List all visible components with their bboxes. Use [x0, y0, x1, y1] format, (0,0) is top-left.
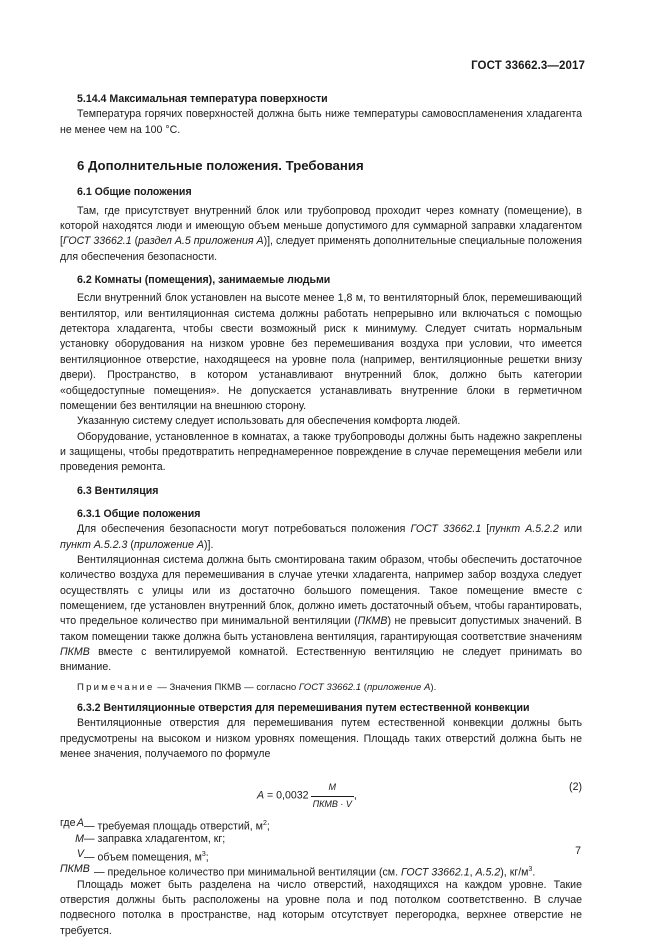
formula-legend: [60, 816, 582, 877]
formula-number: (2): [569, 781, 582, 794]
section-6-3-2-para-2: Площадь может быть разделена на число отверстий, находящихся на каждом уровне. Такие отверстия должны быть расположены на уровне пола и под потолком соответственно. В случае подвесного потолка в пространстве, над которым отсутствует перегородка, верхнее отверстие не требуется.: [60, 878, 582, 937]
legend-row: ПКМВ — предельное количество при минимальной вентиляции (см. ГОСТ 33662.1, А.5.2), $кг/м^3$.: [60, 863, 536, 879]
section-6-1-text: Там, где присутствует внутренний блок или трубопровод проходит через комнату (помещение), в которой находятся люди и имеющую объем меньше допустимого для суммарной заправки хладагентом [ГОСТ 33662.1 (раздел А.5 приложения А)], следует применять дополнительные специальные положения для обеспечения безопасности.: [60, 204, 582, 263]
formula-fraction: $\frac{M}{\text{ПКМВ · V}}$: [312, 782, 352, 809]
legend-row: V — объем помещения, $м^3$;: [76, 848, 209, 864]
document-code-header: ГОСТ 33662.3—2017: [471, 60, 585, 72]
section-6-2-heading: 6.2 Комнаты (помещения), занимаемые людьми: [77, 274, 331, 287]
note: Примечание — Значения ПКМВ — согласно ГОСТ 33662.1 (приложение А).: [77, 681, 437, 693]
section-5-14-4-heading: 5.14.4 Максимальная температура поверхности: [77, 93, 328, 105]
formula-2: [60, 770, 582, 810]
section-5-14-4-text: Температура горячих поверхностей должна быть ниже температуры самовоспламенения хладагента не менее чем на 100 °С.: [60, 108, 582, 136]
note-label: Примечание: [77, 681, 155, 693]
section-6-2-para-1: Если внутренний блок установлен на высоте менее 1,8 м, то вентиляторный блок, перемешивающий вентилятор, или вентиляционная система должны работать непрерывно или включаться с помощью детектора хладагента, чтобы свести возможный риск к минимуму. Следует считать нормальным установку оборудования на низком уровне без перемешивания воздуха при условии, что имеется вентиляционное отверстие, находящееся на уровне пола (например, вентиляционные решетки внизу двери). Пространство, в котором устанавливают внутренний блок, должно быть категории «общедоступные помещения». Не допускается устанавливать внутренние блоки в герметичном помещении без вентиляции на внешнюю сторону.: [60, 292, 582, 412]
legend-row: M — заправка хладагентом, кг;: [75, 832, 226, 845]
section-6-3-1-para-2: Вентиляционная система должна быть смонтирована таким образом, чтобы обеспечить достаточное количество воздуха для перемешивания в случае утечки хладагента, например забор воздуха следует осуществлять с улицы или из достаточно большого помещения. Такое помещение вместе с помещением, где установлен внутренний блок, должно иметь достаточный объем, чтобы гарантировать, что предельное количество при минимальной вентиляции (ПКМВ) не превысит допустимых значений. В таком помещении также должна быть установлена вентиляция, гарантирующая соответствие значениям ПКМВ вместе с вентилируемой комнатой. Естественную вентиляцию не следует принимать во внимание.: [60, 553, 582, 674]
section-6-heading: 6 Дополнительные положения. Требования: [77, 158, 364, 174]
page-content: [60, 92, 582, 939]
gost-reference: ГОСТ 33662.1: [62, 235, 132, 248]
section-6-3-heading: 6.3 Вентиляция: [77, 484, 159, 497]
formula-expression: A = 0,0032 $\frac{M}{\text{ПКМВ · V}}$ ,: [257, 780, 357, 812]
section-6-3-1-heading: 6.3.1 Общие положения: [77, 507, 201, 520]
section-6-3-2-heading: 6.3.2 Вентиляционные отверстия для перемешивания путем естественной конвекции: [77, 702, 530, 715]
section-6-1-heading: 6.1 Общие положения: [77, 186, 192, 199]
page-number: 7: [575, 845, 581, 857]
section-6-2-para-2: Указанную систему следует использовать для обеспечения комфорта людей.: [77, 415, 461, 428]
section-6-3-1-para-1: Для обеспечения безопасности могут потребоваться положения ГОСТ 33662.1 [пункт А.5.2.2 или пункт А.5.2.3 (приложение А)].: [60, 523, 582, 551]
legend-row: где A — требуемая площадь отверстий, $м^2$;: [60, 817, 270, 833]
section-6-3-2-para-1: Вентиляционные отверстия для перемешивания путем естественной конвекции должны быть предусмотрены на высоком и низком уровнях помещения. Площадь таких отверстий должна быть не менее значения, получаемого по формуле: [60, 717, 582, 761]
section-6-2-para-3: Оборудование, установленное в комнатах, а также трубопроводы должны быть надежно закреплены и защищены, чтобы предотвратить непреднамеренное повреждение в случае перемещения мебели или проведения ремонта.: [60, 430, 582, 474]
